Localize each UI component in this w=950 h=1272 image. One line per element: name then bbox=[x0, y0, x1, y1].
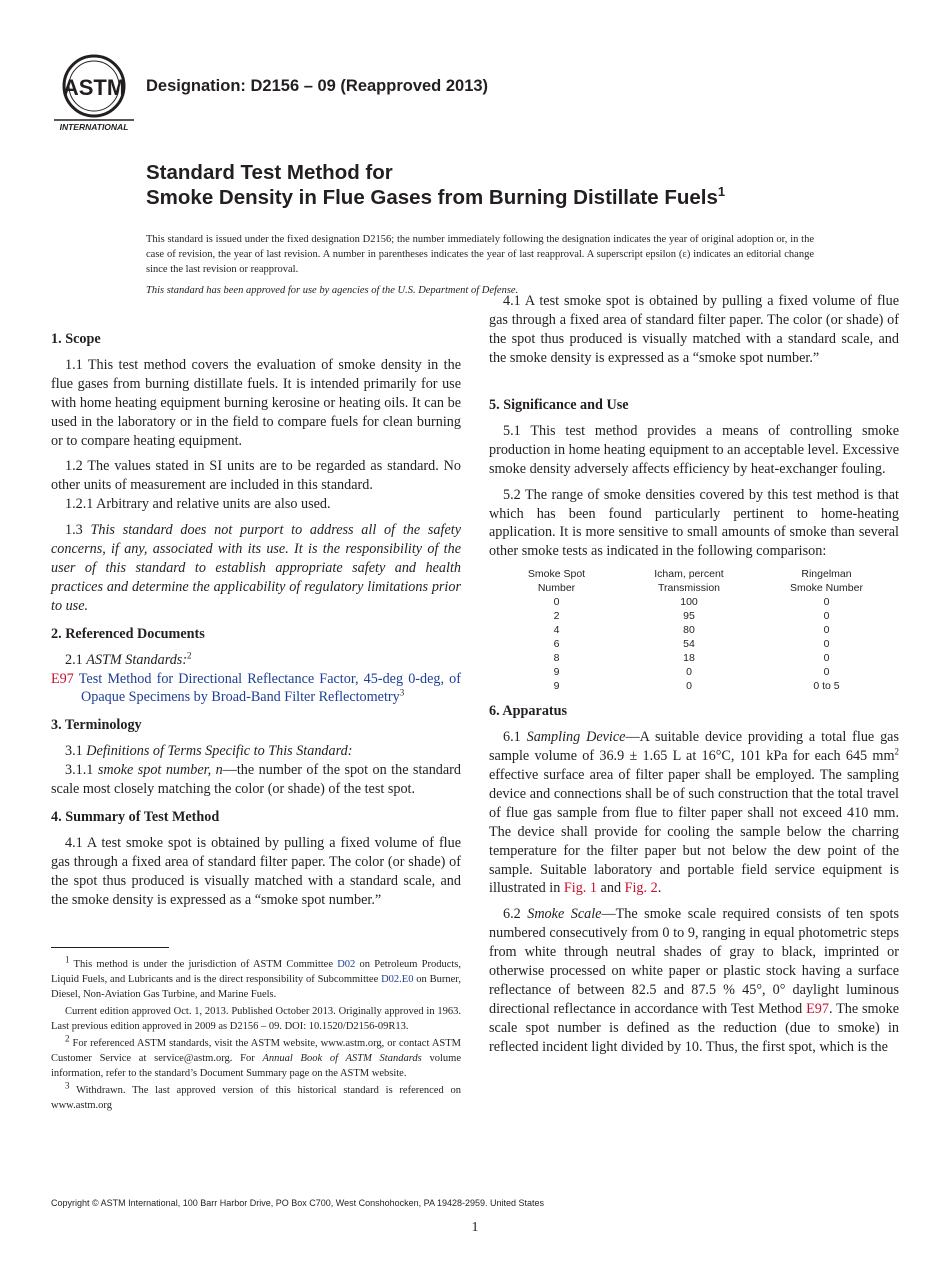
header-text: Icham, percent bbox=[654, 568, 724, 581]
e97-inline-link[interactable]: E97 bbox=[806, 1000, 829, 1017]
para-6-2-num: 6.2 bbox=[503, 906, 528, 923]
para-1-2: 1.2 The values stated in SI units are to be regarded as standard. No other units of measurement are included in this standard. bbox=[51, 458, 461, 494]
para-3-1 bbox=[51, 742, 461, 761]
para-6-2-a: —The smoke scale required consists of ten spots numbered consecutively from 0 to 9, ranging in equal photometric steps from white through neutral shades of gray to black, imprinted or otherwise processed on white paper or plastic stock having a surface reflectance of between 82.5 and 87.5 % 45°, 0° daylight luminous directional reflectance in accordance with Test Method bbox=[489, 906, 899, 1017]
para-6-2-b: . The smoke scale spot number is defined as the reduction (due to smoke) in reflected incident light divided by 10. Thus, the first spot, which is the bbox=[489, 1000, 900, 1055]
para-5-1: 5.1 This test method provides a means of controlling smoke production in home heating equipment to an acceptable level. Excessive smoke density adversely affects efficiency by heat-exchanger fouling. bbox=[489, 422, 899, 477]
table-cell: 0 bbox=[686, 680, 692, 693]
table-cell: 95 bbox=[683, 610, 695, 623]
table-header-row bbox=[489, 567, 899, 595]
para-2-1-num: 2.1 bbox=[65, 651, 87, 668]
d02e0-link[interactable]: D02.E0 bbox=[381, 974, 414, 985]
table-row bbox=[489, 679, 899, 693]
footnote-3 bbox=[51, 1080, 461, 1113]
table-cell: 9 bbox=[553, 680, 560, 693]
and-text: and bbox=[597, 880, 625, 897]
para-3-1-1-term: smoke spot number, n bbox=[97, 762, 223, 779]
para-6-1-a: —A suitable device providing a total flue gas sample volume of 36.9 ± 1.65 L at 16°C, 101 kPa for each 645 mm bbox=[489, 729, 899, 765]
table-cell: 8 bbox=[553, 652, 560, 665]
table-cell: 9 bbox=[553, 666, 560, 679]
page-title bbox=[146, 160, 725, 210]
para-4-1-cont bbox=[489, 293, 899, 387]
para-3-1-1 bbox=[51, 761, 461, 799]
para-6-1-num: 6.1 bbox=[503, 729, 527, 746]
header-text: Number bbox=[537, 582, 576, 595]
para-6-1-b: effective surface area of filter paper shall be employed. The sampling device and connections shall be of such construction that the total travel of flue gas sample from flue to filter paper shall not exceed 410 mm. The device shall provide for cooling the sample below the charring temperature for the filter paper but not below the dew point of the sample. Suitable laboratory and portable field service equipment is illustrated in bbox=[489, 766, 899, 897]
footnote-2 bbox=[51, 1033, 461, 1081]
col-header-ringelman bbox=[754, 567, 899, 595]
table-cell: 0 bbox=[823, 610, 830, 623]
copyright: Copyright © ASTM International, 100 Barr Harbor Drive, PO Box C700, West Conshohocken, PA 19428-2959. United States bbox=[51, 1198, 545, 1208]
issued-notice: This standard is issued under the fixed designation D2156; the number immediately following the designation indicates the year of original adoption or, in the case of revision, the year of last revision. A number in parentheses indicates the year of last reapproval. A superscript epsilon (ε) indicates an editorial change since the last revision or reapproval. bbox=[146, 234, 814, 275]
e97-title-link[interactable]: Test Method for Directional Reflectance Factor, 45-deg 0-deg, of Opaque Specimens by Broad-Band Filter Reflectometry bbox=[78, 670, 461, 706]
table-row bbox=[489, 665, 899, 679]
col-header-icham bbox=[624, 567, 754, 595]
fig2-link[interactable]: Fig. 2 bbox=[624, 880, 658, 897]
approved-notice: This standard has been approved for use by agencies of the U.S. Department of Defense. bbox=[146, 285, 519, 296]
sig-heading: 5. Significance and Use bbox=[489, 397, 629, 413]
title-line2-text: Smoke Density in Flue Gases from Burning Distillate Fuels bbox=[146, 186, 718, 209]
para-1-1: 1.1 This test method covers the evaluation of smoke density in the flue gases from burning distillate fuels. It is intended primarily for use with home heating equipment burning kerosine or heating oils. It can be used in the laboratory or in the field to compare fuels for clean burning or to compare heating equipment. bbox=[51, 356, 461, 449]
period: . bbox=[657, 880, 662, 897]
footnote-3-mark: 3 bbox=[65, 1080, 70, 1091]
right-column bbox=[489, 293, 900, 1057]
table-cell: 6 bbox=[553, 638, 560, 651]
footnote-3-text: Withdrawn. The last approved version of this historical standard is referenced on www.astm.org bbox=[51, 1085, 461, 1111]
table-cell: 4 bbox=[553, 624, 560, 637]
header-text: Transmission bbox=[657, 582, 721, 595]
footnote-1-mark: 1 bbox=[65, 954, 70, 965]
para-2-1 bbox=[51, 651, 461, 670]
page-number: 1 bbox=[471, 1220, 479, 1235]
table-row bbox=[489, 609, 899, 623]
para-3-1-text: Definitions of Terms Specific to This Standard: bbox=[86, 743, 353, 760]
logo-text: ASTM bbox=[62, 75, 126, 100]
footnote-1-c: on Burner, Diesel, Non-Aviation Gas Turbine, and Marine Fuels. bbox=[51, 974, 461, 1000]
d02-link[interactable]: D02 bbox=[337, 959, 356, 970]
footnote-rule bbox=[51, 947, 169, 948]
table-row bbox=[489, 637, 899, 651]
designation: Designation: D2156 – 09 (Reapproved 2013) bbox=[146, 77, 489, 95]
footnote-1-b: on Petroleum Products, Liquid Fuels, and Lubricants and is the direct responsibility of Subcommittee bbox=[51, 959, 461, 985]
table-cell: 18 bbox=[683, 652, 695, 665]
table-cell: 0 bbox=[823, 596, 830, 609]
para-6-1-sup: 2 bbox=[894, 746, 899, 757]
para-1-2-1: 1.2.1 Arbitrary and relative units are also used. bbox=[65, 496, 331, 513]
para-1-3-num: 1.3 bbox=[65, 522, 91, 539]
table-cell: 54 bbox=[683, 638, 695, 651]
e97-link[interactable]: E97 bbox=[51, 670, 74, 687]
footnotes bbox=[51, 954, 461, 1115]
ref-e97 bbox=[51, 670, 461, 708]
left-column bbox=[51, 330, 461, 908]
footnote-ref-2[interactable]: 2 bbox=[187, 649, 192, 660]
para-3-1-1-text: —the number of the spot on the standard scale most closely matching the color (or shade) of the test spot. bbox=[51, 762, 461, 798]
astm-logo bbox=[52, 52, 136, 134]
term-heading: 3. Terminology bbox=[51, 717, 142, 734]
para-6-1 bbox=[489, 728, 899, 898]
app-heading: 6. Apparatus bbox=[489, 703, 568, 720]
refdocs-heading: 2. Referenced Documents bbox=[51, 625, 205, 642]
table-cell: 0 bbox=[823, 624, 830, 637]
header-text: Smoke Number bbox=[790, 582, 863, 595]
table-row bbox=[489, 595, 899, 609]
footnote-1-a: This method is under the jurisdiction of ASTM Committee bbox=[69, 959, 338, 970]
para-3-1-1-num: 3.1.1 bbox=[65, 762, 98, 779]
footnote-1-current: Current edition approved Oct. 1, 2013. Published October 2013. Originally approved in 1963. Last previous edition approved in 2009 as D2156 – 09. DOI: 10.1520/D2156-09R13. bbox=[51, 1006, 461, 1032]
header-text: Smoke Spot bbox=[527, 568, 586, 581]
title-line1: Standard Test Method for bbox=[146, 161, 393, 184]
table-cell: 0 to 5 bbox=[813, 680, 840, 693]
logo-subtext: INTERNATIONAL bbox=[59, 122, 129, 132]
comparison-table bbox=[489, 567, 899, 693]
para-5-2: 5.2 The range of smoke densities covered by this test method is that which has been found particularly pertinent to home-heating application. It is more sensitive to small amounts of smoke than several other smoke tests as indicated in the following comparison: bbox=[489, 486, 899, 560]
table-cell: 0 bbox=[823, 652, 830, 665]
footnote-ref-3[interactable]: 3 bbox=[399, 687, 405, 698]
title-line2 bbox=[146, 185, 725, 210]
table-row bbox=[489, 623, 899, 637]
para-1-3 bbox=[51, 521, 461, 616]
summary-heading: 4. Summary of Test Method bbox=[51, 808, 220, 825]
para-3-1-num: 3.1 bbox=[65, 743, 87, 760]
title-footnote-ref[interactable]: 1 bbox=[717, 184, 726, 200]
footnote-1 bbox=[51, 954, 461, 1002]
para-4-1-continued: 4.1 A test smoke spot is obtained by pulling a fixed volume of flue gas through a fixed area of standard filter paper. The color (or shade) of the spot thus produced is visually matched with a standard scale, and the smoke density is expressed as a “smoke spot number.” bbox=[489, 293, 899, 366]
header-text: Ringelman bbox=[801, 568, 852, 581]
table-row bbox=[489, 651, 899, 665]
footnote-2-italic: Annual Book of ASTM Standards bbox=[262, 1053, 422, 1064]
fig1-link[interactable]: Fig. 1 bbox=[563, 880, 597, 897]
table-cell: 100 bbox=[680, 596, 698, 609]
para-2-1-text: ASTM Standards: bbox=[86, 651, 188, 668]
table-cell: 0 bbox=[823, 666, 830, 679]
para-6-2-term: Smoke Scale bbox=[527, 906, 602, 923]
table-body bbox=[489, 595, 899, 693]
para-1-3-text: This standard does not purport to address all of the safety concerns, if any, associated with its use. It is the responsibility of the user of this standard to establish appropriate safety and health practices and determine the applicability of regulatory limitations prior to use. bbox=[51, 522, 461, 614]
footnote-2-mark: 2 bbox=[65, 1033, 70, 1044]
footnote-2-b: volume information, refer to the standard’s Document Summary page on the ASTM website. bbox=[51, 1053, 461, 1079]
table-cell: 0 bbox=[823, 638, 830, 651]
table-cell: 0 bbox=[553, 596, 560, 609]
table-cell: 80 bbox=[683, 624, 695, 637]
footnote-2-a: For referenced ASTM standards, visit the ASTM website, www.astm.org, or contact ASTM Customer Service at service@astm.org. For bbox=[51, 1038, 461, 1064]
table-cell: 0 bbox=[686, 666, 692, 679]
para-6-1-term: Sampling Device bbox=[526, 729, 626, 746]
col-header-smoke-spot bbox=[489, 567, 624, 595]
table-cell: 2 bbox=[553, 610, 560, 623]
para-4-1-start: 4.1 A test smoke spot is obtained by pulling a fixed volume of flue gas through a fixed area of standard filter paper. The color (or shade) of the spot thus produced is visually matched with a standard scale, and the smoke density is expressed as a “smoke spot number.” bbox=[51, 834, 461, 908]
scope-heading: 1. Scope bbox=[51, 331, 101, 347]
para-6-2 bbox=[489, 905, 899, 1056]
